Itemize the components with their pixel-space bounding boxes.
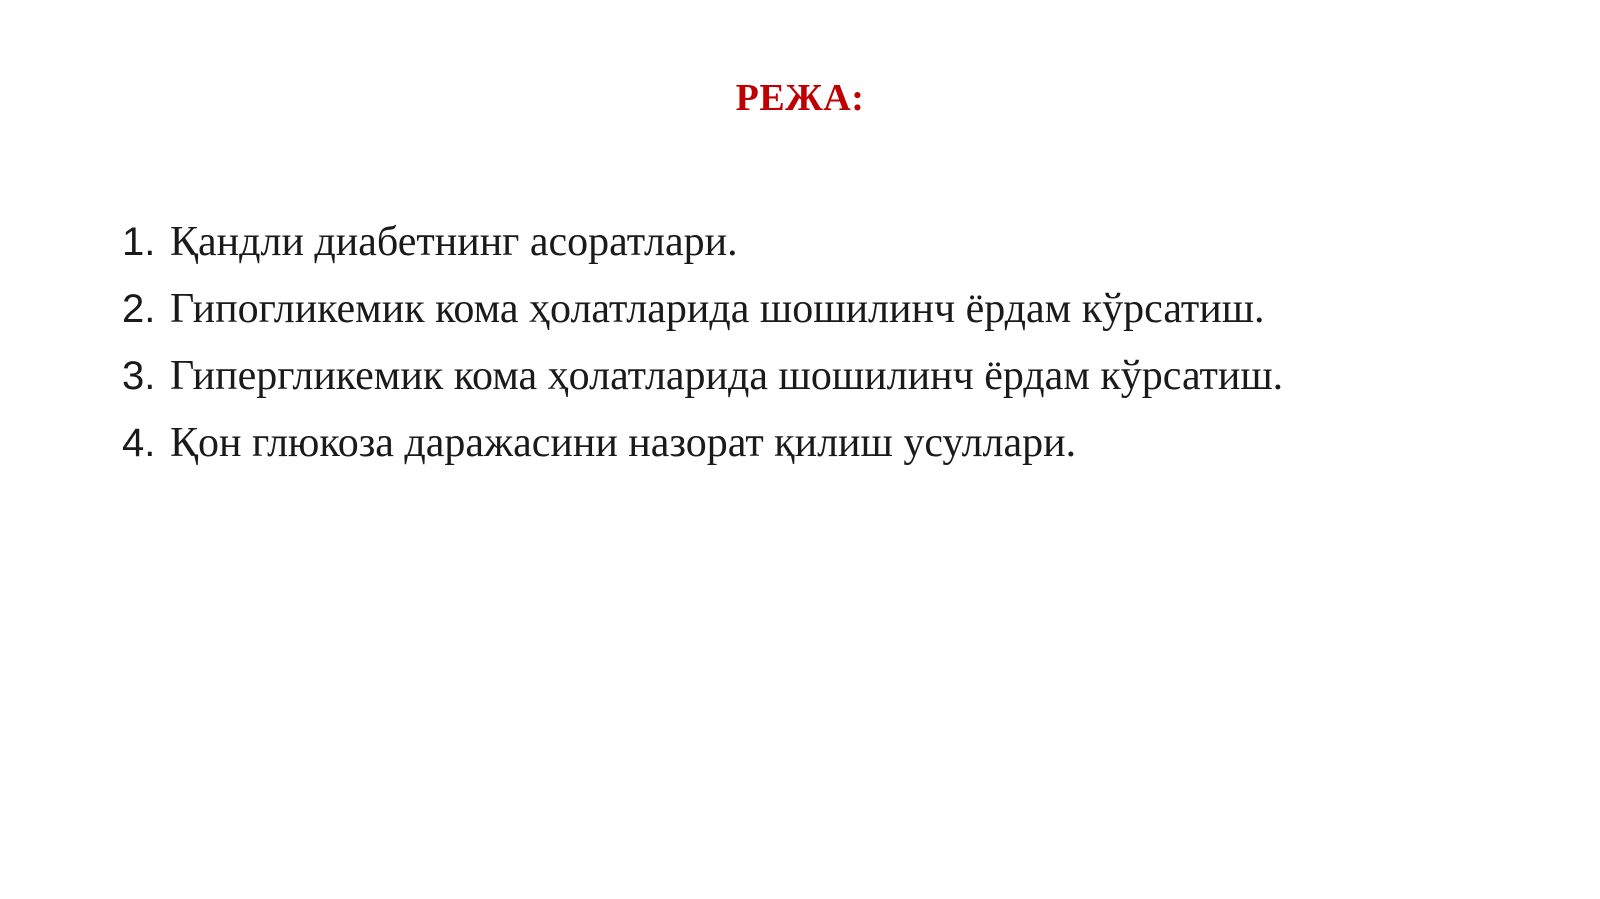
list-item <box>122 417 1522 484</box>
slide-title: РЕЖА: <box>735 77 865 119</box>
list-item <box>122 283 1522 350</box>
item-text: Қон глюкоза даражасини назорат қилиш усуллари. <box>170 420 1077 466</box>
item-text: Гипогликемик кома ҳолатларида шошилинч ёрдам кўрсатиш. <box>170 286 1265 332</box>
item-text: Гипергликемик кома ҳолатларида шошилинч ёрдам кўрсатиш. <box>170 353 1284 399</box>
list-item <box>122 350 1522 417</box>
list-item <box>122 216 1522 283</box>
item-number: 1. <box>122 220 156 264</box>
item-text: Қандли диабетнинг асоратлари. <box>170 219 738 265</box>
plan-list <box>122 216 1522 484</box>
item-number: 3. <box>122 354 156 398</box>
item-number: 2. <box>122 287 156 331</box>
item-number: 4. <box>122 421 156 465</box>
